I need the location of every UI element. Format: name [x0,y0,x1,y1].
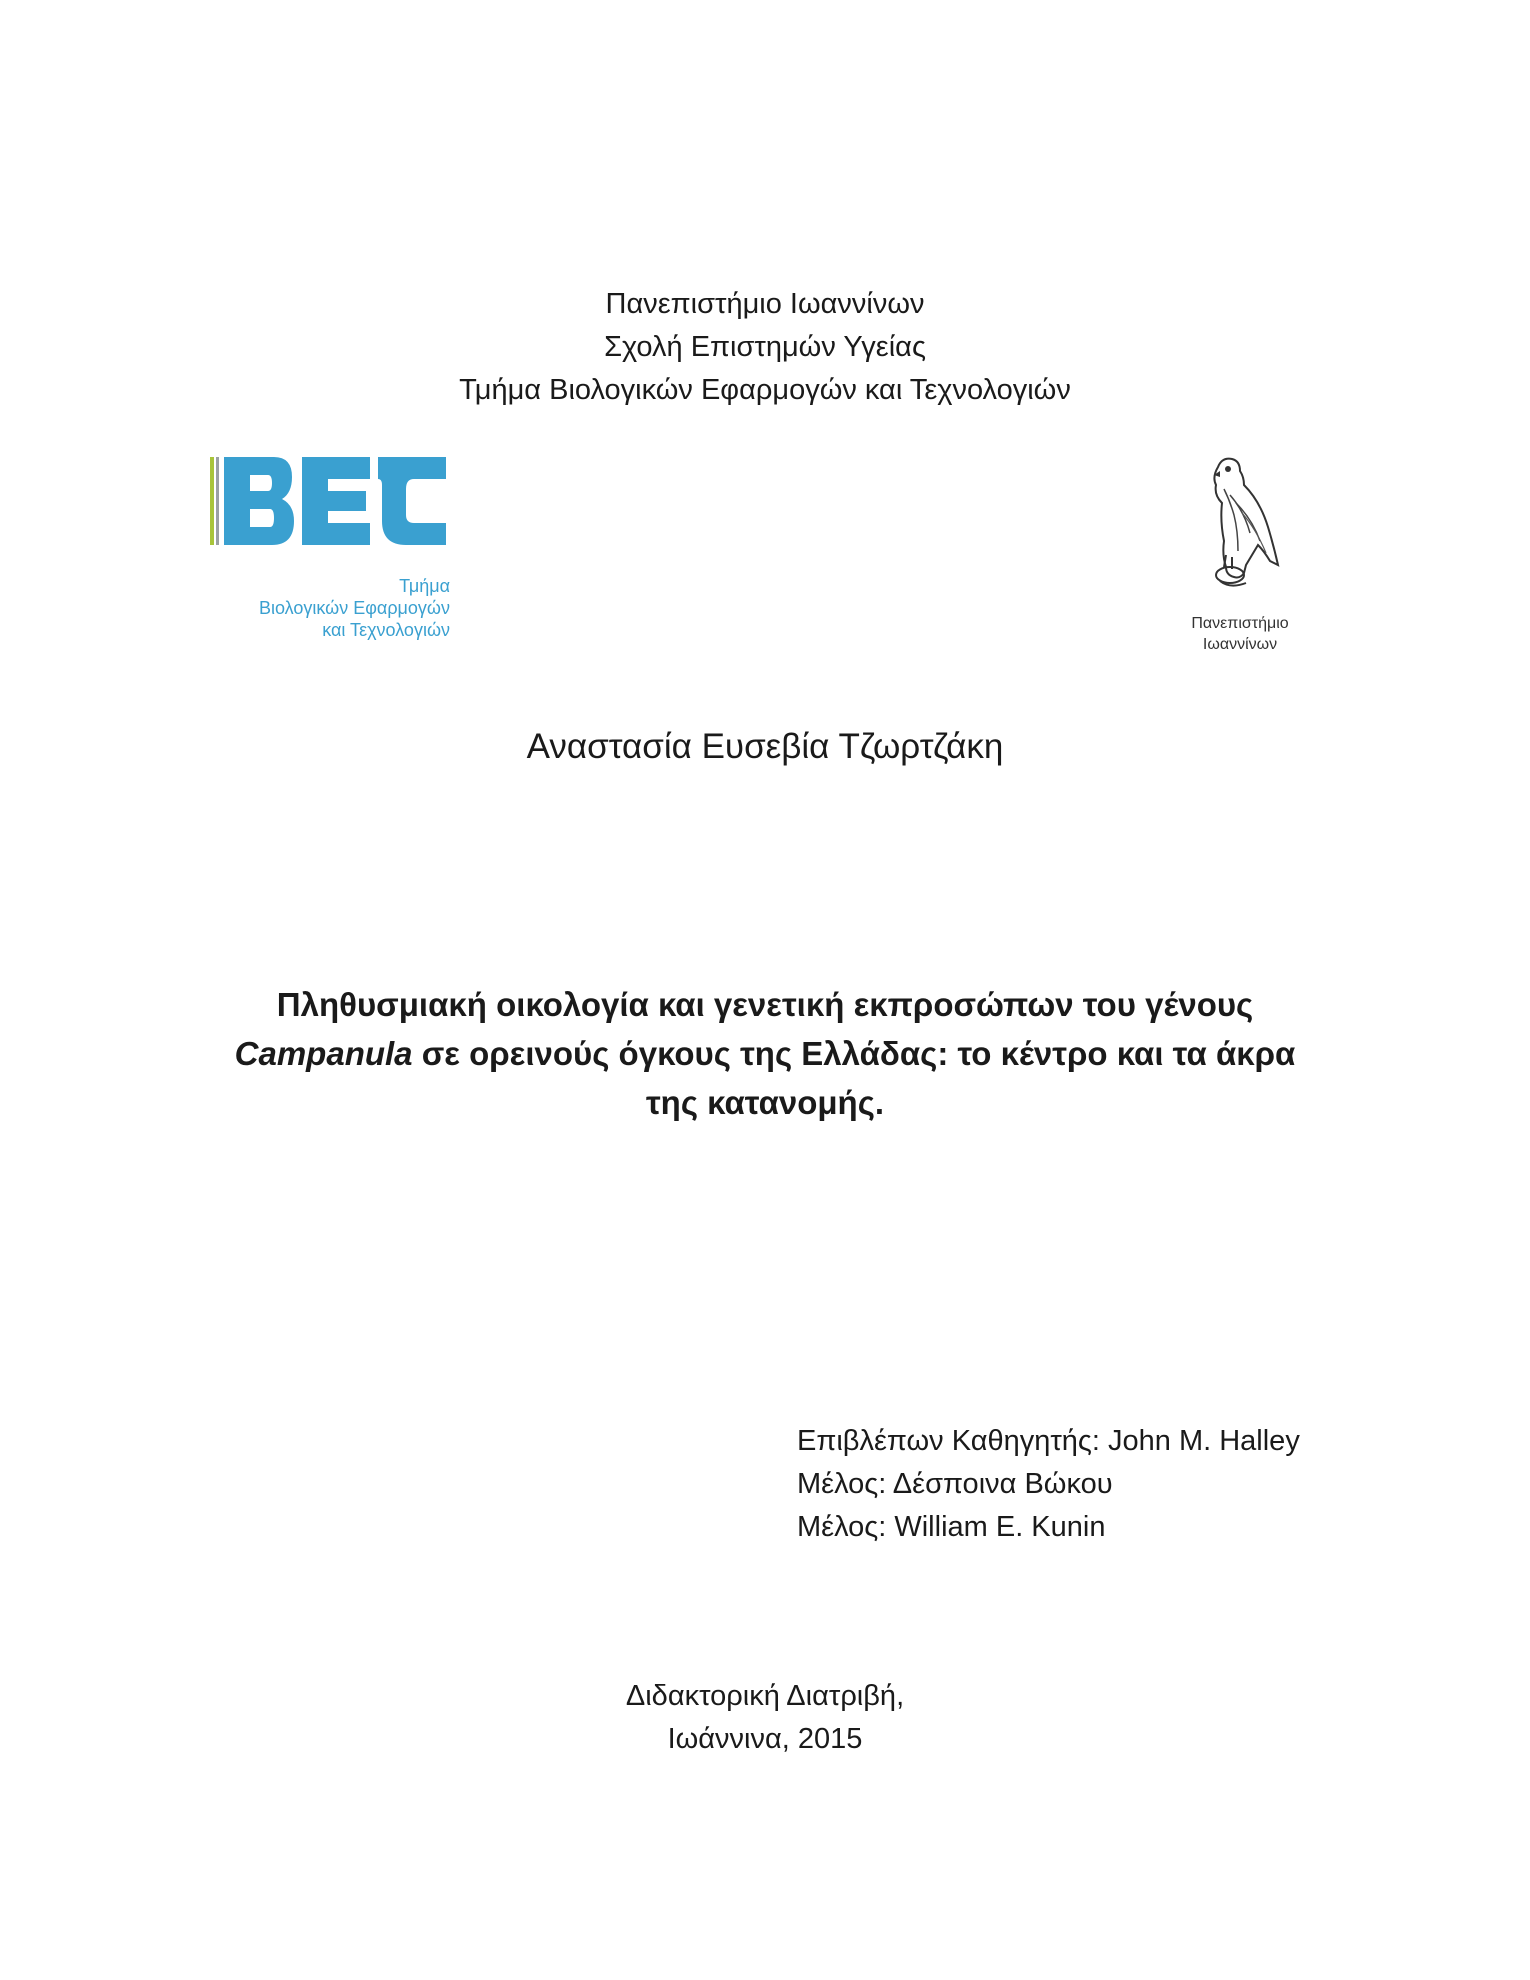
supervisor: Επιβλέπων Καθηγητής: John M. Halley [797,1425,1300,1457]
title-line-1: Πληθυσμιακή οικολογία και γενετική εκπροσώπων του γένους [276,986,1254,1023]
thesis-title [0,980,1530,1127]
author-name: Αναστασία Ευσεβία Τζωρτζάκη [526,727,1004,766]
bet-caption-line2: Βιολογικών Εφαρμογών [258,598,450,618]
bet-caption-line1: Τμήμα [399,576,450,596]
title-line-2 [0,1029,1530,1078]
document-type: Διδακτορική Διατριβή, [625,1680,905,1712]
emblem-caption-line2: Ιωαννίνων [1202,636,1278,653]
genus-name: Campanula [234,1035,413,1072]
institution-header [0,283,1530,412]
emblem-caption-line1: Πανεπιστήμιο [1191,615,1289,632]
committee-member-1: Μέλος: Δέσποινα Βώκου [797,1468,1113,1500]
bet-department-logo [210,455,450,650]
department-name: Τμήμα Βιολογικών Εφαρμογών και Τεχνολογιών [459,374,1071,406]
bet-caption-line3: και Τεχνολογιών [322,620,450,640]
owl-emblem-icon [1200,455,1280,590]
place-and-year: Ιωάννινα, 2015 [667,1723,863,1755]
university-emblem-caption [1160,613,1320,655]
title-line-3: της κατανομής. [645,1084,885,1121]
university-name: Πανεπιστήμιο Ιωαννίνων [605,288,925,320]
document-footer [0,1675,1530,1761]
bet-logo-caption [259,575,450,641]
school-name: Σχολή Επιστημών Υγείας [604,331,926,363]
title-line-2-rest: σε ορεινούς όγκους της Ελλάδας: το κέντρο και τα άκρα [412,1035,1296,1072]
university-emblem [1160,455,1320,655]
bet-wordmark-icon [210,455,446,547]
committee-member-2: Μέλος: William E. Kunin [797,1511,1106,1543]
advisory-committee [797,1420,1300,1549]
